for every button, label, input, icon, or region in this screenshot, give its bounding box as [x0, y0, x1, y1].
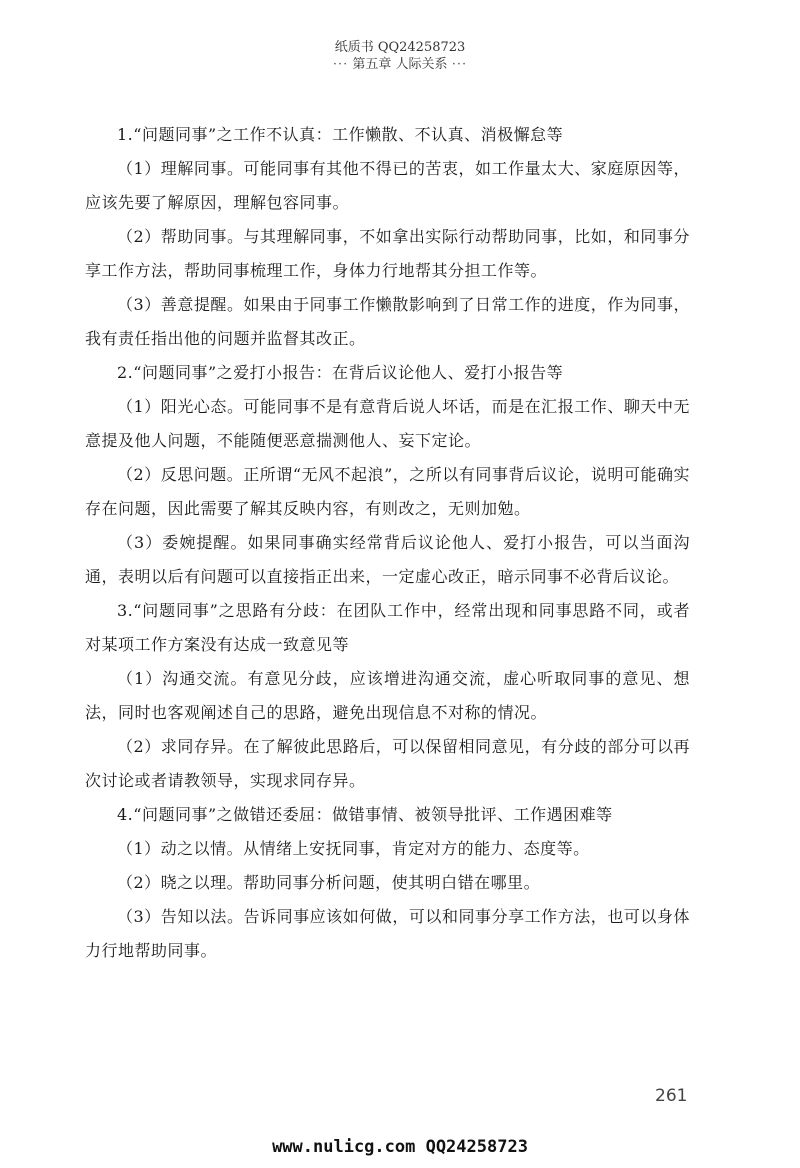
paragraph: （1）沟通交流。有意见分歧，应该增进沟通交流，虚心听取同事的意见、想法，同时也客观阐述自己的思路，避免出现信息不对称的情况。 [85, 669, 690, 722]
chapter-title-text: 第五章 人际关系 [352, 57, 448, 72]
paragraph: （2）求同存异。在了解彼此思路后，可以保留相同意见，有分歧的部分可以再次讨论或者请教领导，实现求同存异。 [85, 737, 690, 790]
page-body [85, 118, 690, 968]
paragraph: （1）动之以情。从情绪上安抚同事，肯定对方的能力、态度等。 [117, 839, 590, 858]
section-heading-1: 1.“问题同事”之工作不认真：工作懒散、不认真、消极懈怠等 [117, 125, 564, 144]
paragraph: （2）反思问题。正所谓“无风不起浪”，之所以有同事背后议论，说明可能确实存在问题，因此需要了解其反映内容，有则改之，无则加勉。 [85, 465, 690, 518]
paragraph: （3）委婉提醒。如果同事确实经常背后议论他人、爱打小报告，可以当面沟通，表明以后有问题可以直接指正出来，一定虚心改正，暗示同事不必背后议论。 [85, 533, 690, 586]
section-heading-2: 2.“问题同事”之爱打小报告：在背后议论他人、爱打小报告等 [117, 363, 564, 382]
section-heading-4: 4.“问题同事”之做错还委屈：做错事情、被领导批评、工作遇困难等 [117, 805, 613, 824]
paragraph: （2）晓之以理。帮助同事分析问题，使其明白错在哪里。 [117, 873, 541, 892]
chapter-title [0, 57, 800, 73]
page-number: 261 [655, 1086, 688, 1106]
paragraph: （1）阳光心态。可能同事不是有意背后说人坏话，而是在汇报工作、聊天中无意提及他人问题，不能随便恶意揣测他人、妄下定论。 [85, 397, 690, 450]
paragraph: （3）告知以法。告诉同事应该如何做，可以和同事分享工作方法，也可以身体力行地帮助同事。 [85, 907, 690, 960]
header-watermark: 纸质书 QQ24258723 [334, 40, 466, 55]
paragraph: （3）善意提醒。如果由于同事工作懒散影响到了日常工作的进度，作为同事，我有责任指出他的问题并监督其改正。 [85, 295, 690, 348]
section-heading-3: 3.“问题同事”之思路有分歧：在团队工作中，经常出现和同事思路不同，或者对某项工作方案没有达成一致意见等 [85, 601, 690, 654]
paragraph: （2）帮助同事。与其理解同事，不如拿出实际行动帮助同事，比如，和同事分享工作方法，帮助同事梳理工作，身体力行地帮其分担工作等。 [85, 227, 690, 280]
header-dots-right: ··· [451, 57, 468, 72]
paragraph: （1）理解同事。可能同事有其他不得已的苦衷，如工作量太大、家庭原因等，应该先要了解原因，理解包容同事。 [85, 159, 690, 212]
footer-watermark: www.nulicg.com QQ24258723 [272, 1137, 528, 1157]
header-dots-left: ··· [332, 57, 349, 72]
running-header [0, 40, 800, 73]
